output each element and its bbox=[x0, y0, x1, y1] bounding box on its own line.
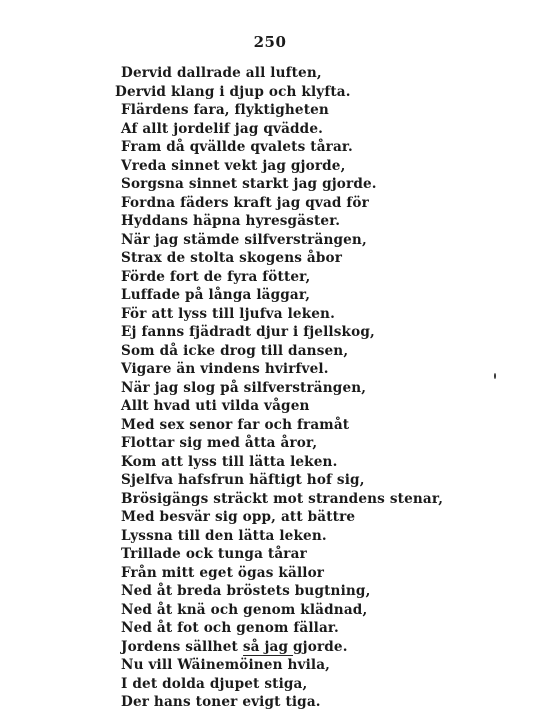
poem-line: Der hans toner evigt tiga. bbox=[121, 694, 321, 710]
poem-line: Som då icke drog till dansen, bbox=[121, 342, 349, 359]
poem-line: I det dolda djupet stiga, bbox=[121, 675, 308, 692]
poem-line: Fram då qvällde qvalets tårar. bbox=[121, 139, 353, 155]
poem-text bbox=[0, 64, 560, 712]
poem-line: När jag slog på silfversträngen, bbox=[121, 379, 367, 396]
poem-line: Jordens sällhet så jag gjorde. bbox=[121, 638, 348, 655]
poem-line: Ned åt knä och genom klädnad, bbox=[121, 601, 368, 618]
poem-line: Dervid dallrade all luften, bbox=[121, 65, 322, 81]
poem-line: Dervid klang i djup och klyfta. bbox=[115, 83, 351, 100]
poem-line: Trillade ock tunga tårar bbox=[121, 546, 307, 562]
poem-line: Med besvär sig opp, att bättre bbox=[121, 509, 356, 525]
poem-line: Af allt jordelif jag qvädde. bbox=[121, 120, 324, 137]
poem-line: Ned åt breda bröstets bugtning, bbox=[121, 583, 371, 599]
page-number: 250 bbox=[253, 33, 287, 51]
poem-line: Från mitt eget ögas källor bbox=[121, 564, 325, 581]
poem-line: Hyddans häpna hyresgäster. bbox=[121, 213, 341, 229]
poem-line: Förde fort de fyra fötter, bbox=[121, 268, 311, 285]
poem-line: Sjelfva hafsfrun häftigt hof sig, bbox=[121, 472, 365, 488]
poem-line: För att lyss till ljufva leken. bbox=[121, 305, 335, 322]
poem-line: Allt hvad uti vilda vågen bbox=[121, 398, 310, 414]
poem-line: Med sex senor far och framåt bbox=[121, 416, 350, 433]
poem-line: Ned åt fot och genom fällar. bbox=[121, 620, 339, 636]
end-divider bbox=[243, 655, 293, 656]
poem-line: Ej fanns fjädradt djur i fjellskog, bbox=[121, 324, 375, 340]
poem-line: Flärdens fara, flyktigheten bbox=[121, 102, 329, 118]
poem-line: Strax de stolta skogens åbor bbox=[121, 250, 343, 266]
poem-line: Luffade på långa läggar, bbox=[121, 287, 311, 303]
poem-line: Sorgsna sinnet starkt jag gjorde. bbox=[121, 176, 377, 192]
poem-line: Kom att lyss till lätta leken. bbox=[121, 453, 338, 470]
poem-line: När jag stämde silfversträngen, bbox=[121, 231, 367, 248]
poem-line: Brösigängs sträckt mot strandens stenar, bbox=[121, 490, 444, 507]
print-speck bbox=[494, 373, 496, 379]
poem-line: Lyssna till den lätta leken. bbox=[121, 527, 327, 544]
poem-line: Nu vill Wäinemöinen hvila, bbox=[121, 657, 331, 673]
poem-line: Vreda sinnet vekt jag gjorde, bbox=[121, 157, 346, 174]
poem-line: Fordna fäders kraft jag qvad för bbox=[121, 194, 369, 211]
poem-line: Vigare än vindens hvirfvel. bbox=[121, 361, 329, 377]
poem-line: Flottar sig med åtta åror, bbox=[121, 435, 318, 451]
